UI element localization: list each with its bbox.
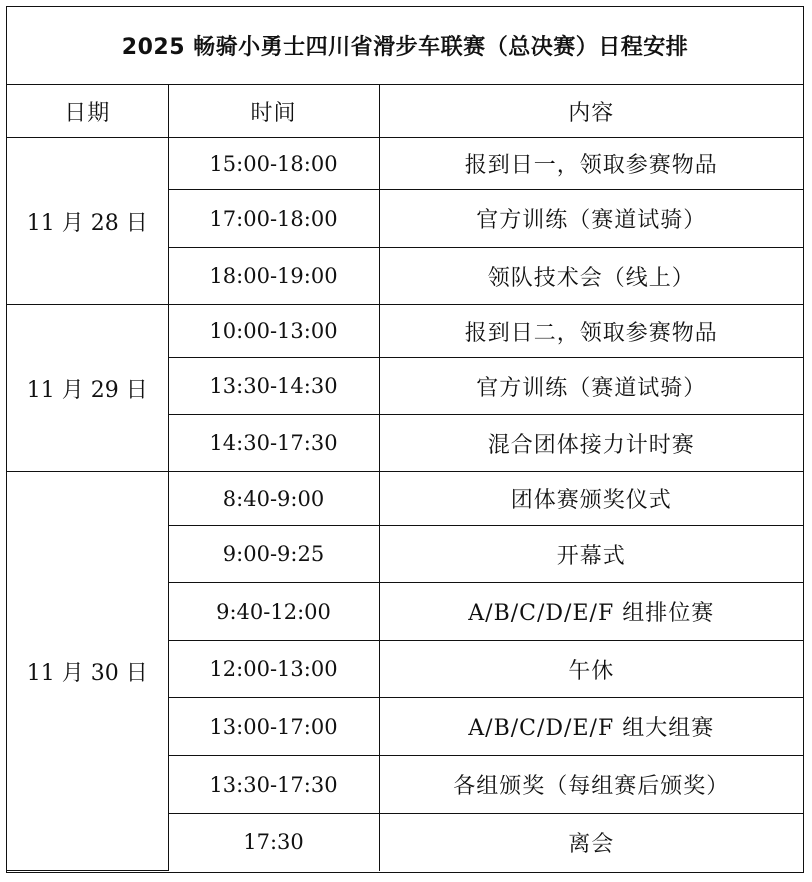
time-cell: 17:00-18:00 <box>168 190 379 248</box>
content-cell: 午休 <box>379 641 803 698</box>
time-cell: 13:30-14:30 <box>168 358 379 415</box>
schedule-table <box>7 85 803 871</box>
content-cell: 官方训练（赛道试骑） <box>379 190 803 248</box>
header-content: 内容 <box>379 85 803 138</box>
time-cell: 14:30-17:30 <box>168 415 379 472</box>
header-time: 时间 <box>168 85 379 138</box>
schedule-title: 2025 畅骑小勇士四川省滑步车联赛（总决赛）日程安排 <box>7 7 803 85</box>
time-cell: 15:00-18:00 <box>168 138 379 190</box>
content-cell: 官方训练（赛道试骑） <box>379 358 803 415</box>
content-cell: A/B/C/D/E/F 组排位赛 <box>379 583 803 641</box>
schedule-document <box>6 6 804 873</box>
time-cell: 8:40-9:00 <box>168 472 379 526</box>
schedule-body <box>7 138 803 871</box>
table-header-row <box>7 85 803 138</box>
date-cell: 11 月 30 日 <box>7 472 168 871</box>
time-cell: 13:00-17:00 <box>168 698 379 756</box>
time-cell: 10:00-13:00 <box>168 305 379 358</box>
time-cell: 13:30-17:30 <box>168 756 379 814</box>
time-cell: 12:00-13:00 <box>168 641 379 698</box>
content-cell: 各组颁奖（每组赛后颁奖） <box>379 756 803 814</box>
content-cell: 离会 <box>379 814 803 871</box>
table-row <box>7 305 803 358</box>
date-cell: 11 月 29 日 <box>7 305 168 472</box>
content-cell: 混合团体接力计时赛 <box>379 415 803 472</box>
time-cell: 9:00-9:25 <box>168 526 379 583</box>
table-row <box>7 472 803 526</box>
time-cell: 18:00-19:00 <box>168 248 379 305</box>
table-row <box>7 138 803 190</box>
time-cell: 17:30 <box>168 814 379 871</box>
content-cell: A/B/C/D/E/F 组大组赛 <box>379 698 803 756</box>
content-cell: 报到日一，领取参赛物品 <box>379 138 803 190</box>
content-cell: 团体赛颁奖仪式 <box>379 472 803 526</box>
time-cell: 9:40-12:00 <box>168 583 379 641</box>
content-cell: 开幕式 <box>379 526 803 583</box>
date-cell: 11 月 28 日 <box>7 138 168 305</box>
content-cell: 报到日二，领取参赛物品 <box>379 305 803 358</box>
content-cell: 领队技术会（线上） <box>379 248 803 305</box>
header-date: 日期 <box>7 85 168 138</box>
